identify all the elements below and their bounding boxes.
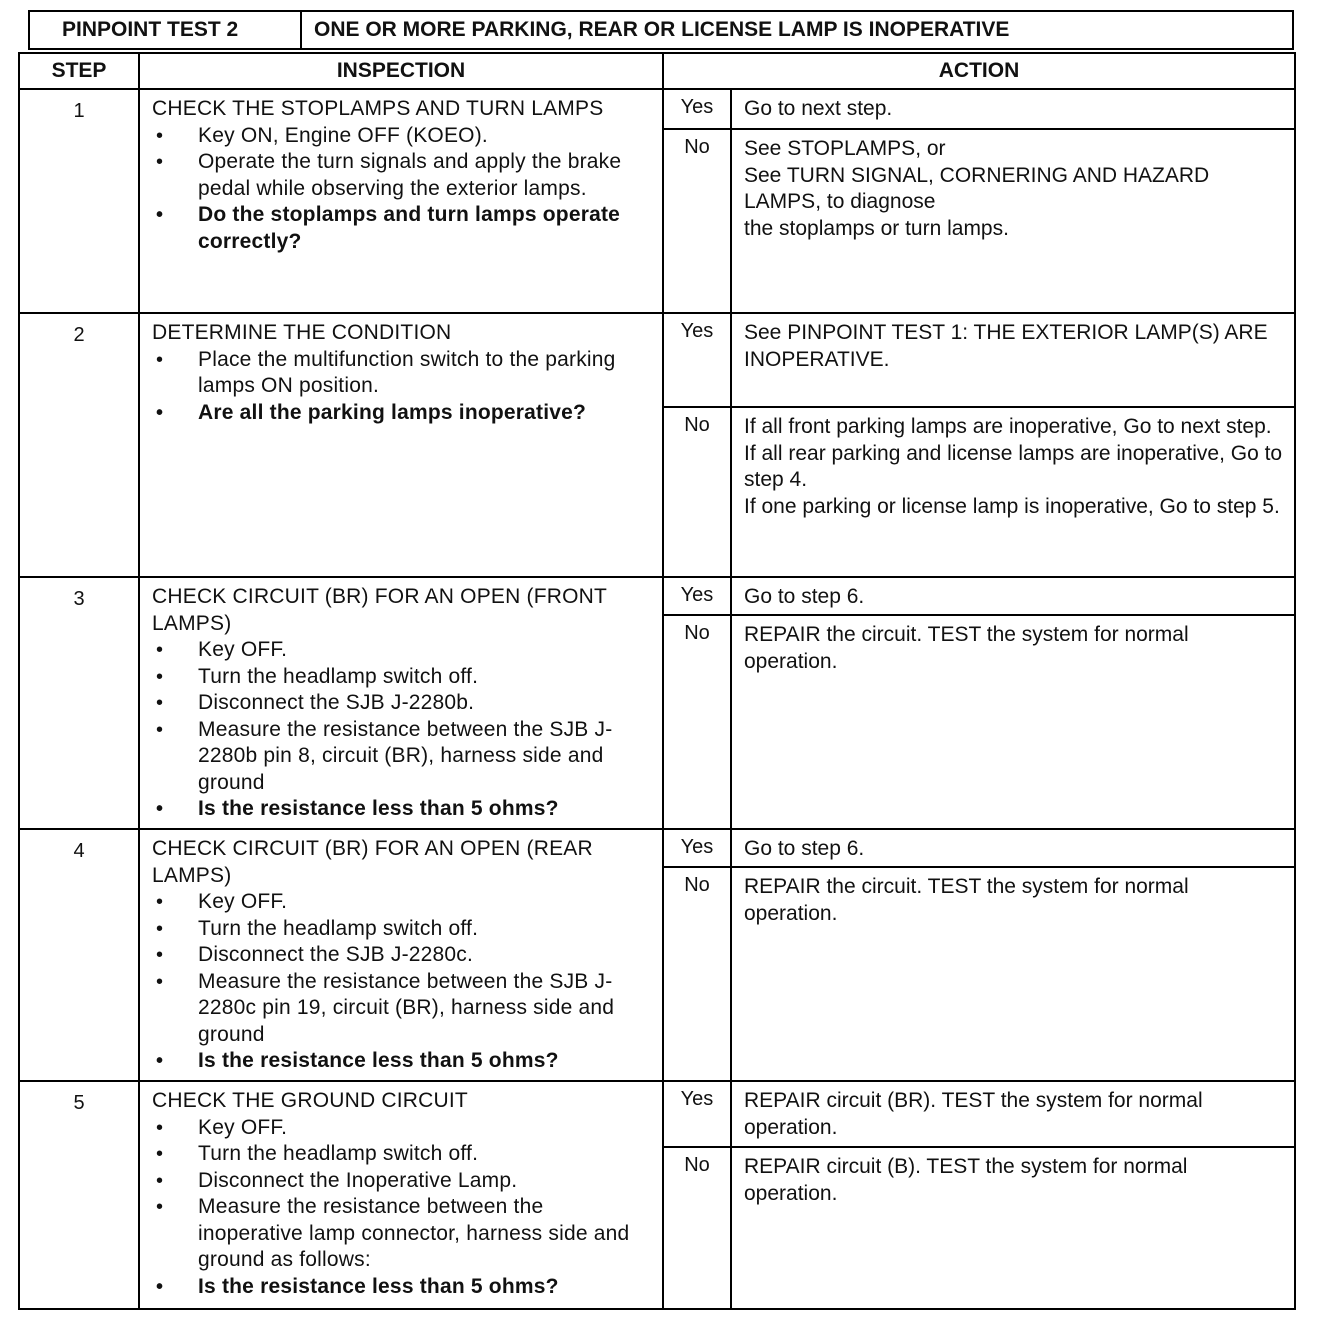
header-action: ACTION	[663, 53, 1295, 89]
no-label: No	[664, 868, 732, 1080]
header-row	[19, 53, 1295, 89]
step-row	[19, 1081, 1295, 1309]
step-number: 4	[19, 829, 139, 1081]
inspection-cell	[139, 829, 663, 1081]
step-number: 1	[19, 89, 139, 313]
inspection-cell	[139, 89, 663, 313]
no-label: No	[664, 130, 732, 312]
action-cell	[663, 577, 1295, 829]
yes-branch	[664, 1082, 1294, 1148]
inspection-question: • Is the resistance less than 5 ohms?	[152, 1274, 652, 1301]
inspection-bullet: • Key OFF.	[152, 1115, 652, 1142]
inspection-question: • Do the stoplamps and turn lamps operate correctly?	[152, 202, 652, 255]
inspection-bullet: • Key OFF.	[152, 637, 652, 664]
yes-label: Yes	[664, 830, 732, 866]
inspection-bullets	[152, 347, 652, 427]
inspection-cell	[139, 577, 663, 829]
step-title: CHECK CIRCUIT (BR) FOR AN OPEN (FRONT LAMPS)	[152, 585, 607, 635]
step-row	[19, 313, 1295, 577]
step-number: 2	[19, 313, 139, 577]
yes-action: Go to step 6.	[744, 837, 865, 860]
step-row	[19, 577, 1295, 829]
action-cell	[663, 89, 1295, 313]
header-step: STEP	[19, 53, 139, 89]
no-branch	[664, 616, 1294, 828]
no-action: If all front parking lamps are inoperative, Go to next step. If all rear parking and license lamps are inoperative, Go to step 4. If one parking or license lamp is inoperative, Go to step 5.	[744, 415, 1283, 518]
no-branch	[664, 408, 1294, 576]
inspection-question: • Are all the parking lamps inoperative?	[152, 400, 652, 427]
step-row	[19, 829, 1295, 1081]
step-title: DETERMINE THE CONDITION	[152, 321, 452, 344]
step-number: 3	[19, 577, 139, 829]
no-label: No	[664, 408, 732, 576]
no-action: See STOPLAMPS, or See TURN SIGNAL, CORNERING AND HAZARD LAMPS, to diagnose the stoplamps or turn lamps.	[744, 137, 1210, 240]
inspection-cell	[139, 313, 663, 577]
yes-action: Go to next step.	[744, 97, 893, 120]
no-branch	[664, 868, 1294, 1080]
yes-branch	[664, 578, 1294, 616]
inspection-bullet: • Turn the headlamp switch off.	[152, 664, 652, 691]
test-title-bar	[28, 10, 1294, 50]
inspection-bullet: • Measure the resistance between the inoperative lamp connector, harness side and ground as follows:	[152, 1194, 652, 1274]
action-cell	[663, 829, 1295, 1081]
inspection-bullet: • Turn the headlamp switch off.	[152, 916, 652, 943]
no-action: REPAIR the circuit. TEST the system for normal operation.	[744, 623, 1189, 673]
inspection-bullet: • Key OFF.	[152, 889, 652, 916]
step-title: CHECK CIRCUIT (BR) FOR AN OPEN (REAR LAMPS)	[152, 837, 593, 887]
inspection-bullets	[152, 637, 652, 823]
step-row	[19, 89, 1295, 313]
step-title: CHECK THE GROUND CIRCUIT	[152, 1089, 468, 1112]
inspection-bullet: • Turn the headlamp switch off.	[152, 1141, 652, 1168]
inspection-bullets	[152, 123, 652, 256]
test-id: PINPOINT TEST 2	[30, 12, 302, 48]
no-action: REPAIR the circuit. TEST the system for normal operation.	[744, 875, 1189, 925]
yes-label: Yes	[664, 90, 732, 128]
action-cell	[663, 1081, 1295, 1309]
inspection-bullet: • Measure the resistance between the SJB J-2280b pin 8, circuit (BR), harness side and ground	[152, 717, 652, 797]
yes-branch	[664, 314, 1294, 408]
yes-action: See PINPOINT TEST 1: THE EXTERIOR LAMP(S) ARE INOPERATIVE.	[744, 321, 1268, 371]
test-title: ONE OR MORE PARKING, REAR OR LICENSE LAMP IS INOPERATIVE	[314, 18, 1010, 41]
diagnostic-table	[18, 52, 1296, 1310]
inspection-bullet: • Disconnect the Inoperative Lamp.	[152, 1168, 652, 1195]
no-branch	[664, 1148, 1294, 1308]
inspection-bullet: • Operate the turn signals and apply the brake pedal while observing the exterior lamps.	[152, 149, 652, 202]
no-label: No	[664, 1148, 732, 1308]
inspection-bullet: • Key ON, Engine OFF (KOEO).	[152, 123, 652, 150]
yes-label: Yes	[664, 1082, 732, 1146]
yes-branch	[664, 830, 1294, 868]
yes-label: Yes	[664, 314, 732, 406]
inspection-bullets	[152, 889, 652, 1075]
yes-action: Go to step 6.	[744, 585, 865, 608]
no-label: No	[664, 616, 732, 828]
inspection-bullet: • Disconnect the SJB J-2280b.	[152, 690, 652, 717]
step-title: CHECK THE STOPLAMPS AND TURN LAMPS	[152, 97, 604, 120]
action-cell	[663, 313, 1295, 577]
yes-action: REPAIR circuit (BR). TEST the system for normal operation.	[744, 1089, 1203, 1139]
inspection-bullet: • Place the multifunction switch to the parking lamps ON position.	[152, 347, 652, 400]
step-number: 5	[19, 1081, 139, 1309]
inspection-question: • Is the resistance less than 5 ohms?	[152, 1048, 652, 1075]
no-action: REPAIR circuit (B). TEST the system for normal operation.	[744, 1155, 1188, 1205]
inspection-question: • Is the resistance less than 5 ohms?	[152, 796, 652, 823]
inspection-bullet: • Measure the resistance between the SJB J-2280c pin 19, circuit (BR), harness side and ground	[152, 969, 652, 1049]
header-inspection: INSPECTION	[139, 53, 663, 89]
inspection-cell	[139, 1081, 663, 1309]
yes-branch	[664, 90, 1294, 130]
inspection-bullets	[152, 1115, 652, 1301]
inspection-bullet: • Disconnect the SJB J-2280c.	[152, 942, 652, 969]
no-branch	[664, 130, 1294, 312]
yes-label: Yes	[664, 578, 732, 614]
